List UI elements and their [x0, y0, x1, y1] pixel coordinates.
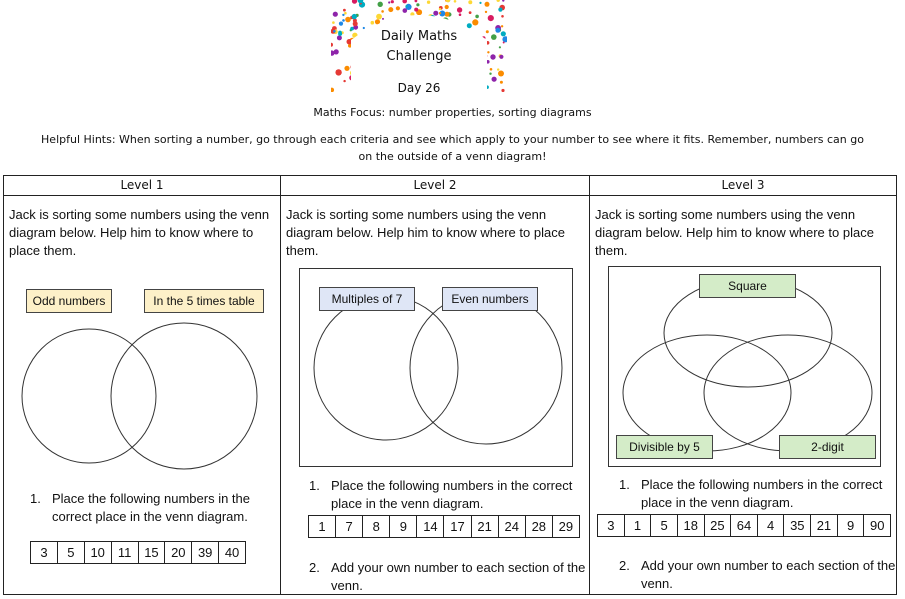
confetti-dot — [345, 17, 351, 23]
number-cell: 40 — [218, 542, 245, 563]
confetti-dot — [501, 25, 503, 27]
helpful-hints-line2: on the outside of a venn diagram! — [358, 150, 547, 163]
set-label-divisible-by-5: Divisible by 5 — [616, 435, 713, 459]
number-cell: 7 — [335, 516, 362, 537]
number-cell: 28 — [525, 516, 552, 537]
venn-circle-even — [410, 292, 562, 444]
confetti-dot — [439, 12, 441, 14]
number-cell: 5 — [650, 515, 677, 536]
confetti-dot — [459, 13, 462, 16]
confetti-dot — [388, 7, 393, 12]
number-cell: 20 — [164, 542, 191, 563]
level-1-number-list — [30, 541, 246, 564]
level-2-number-list — [308, 515, 580, 538]
levels-table — [3, 175, 897, 595]
confetti-dot — [497, 68, 499, 70]
confetti-dot — [414, 8, 418, 12]
number-cell: 17 — [443, 516, 470, 537]
task-text-line: correct place in the venn diagram. — [52, 509, 248, 524]
level-1-heading: Level 1 — [4, 176, 280, 196]
level-2-intro-line: them. — [286, 243, 319, 258]
confetti-dot — [332, 21, 335, 24]
confetti-dot — [446, 0, 450, 2]
numbers-arch-decoration — [331, 0, 507, 92]
level-1-task-1 — [30, 490, 280, 530]
level-2-heading: Level 2 — [281, 176, 589, 196]
number-cell: 1 — [624, 515, 651, 536]
level-2-intro-line: diagram below. Help him to know where to place — [286, 225, 565, 240]
day-label: Day 26 — [397, 81, 441, 95]
confetti-dot — [391, 0, 394, 3]
number-cell: 64 — [730, 515, 757, 536]
number-cell: 9 — [837, 515, 864, 536]
set-label-multiples-of-7: Multiples of 7 — [319, 287, 415, 311]
level-3-intro — [595, 206, 874, 260]
confetti-dot — [475, 15, 479, 19]
confetti-dot — [479, 2, 481, 4]
confetti-dot — [445, 12, 450, 17]
confetti-dot — [490, 68, 493, 71]
number-cell: 10 — [84, 542, 111, 563]
level-3-heading: Level 3 — [590, 176, 896, 196]
task-text-line: Place the following numbers in the correct — [331, 478, 573, 493]
confetti-dot — [333, 12, 338, 17]
confetti-dot — [342, 14, 344, 16]
task-text-line: place in the venn diagram. — [641, 495, 794, 510]
confetti-dot — [445, 5, 449, 9]
number-cell: 9 — [389, 516, 416, 537]
maths-focus: Maths Focus: number properties, sorting diagrams — [313, 106, 592, 119]
confetti-dot — [382, 18, 384, 20]
confetti-dot — [472, 19, 478, 25]
confetti-dot — [352, 14, 357, 19]
confetti-dot — [488, 15, 494, 21]
confetti-dot — [343, 9, 346, 12]
number-cell: 29 — [552, 516, 579, 537]
level-2-task-2 — [309, 559, 589, 599]
level-1-intro-line: diagram below. Help him to know where to — [9, 225, 254, 240]
number-cell: 39 — [191, 542, 218, 563]
number-cell: 21 — [810, 515, 837, 536]
confetti-dot — [403, 8, 408, 13]
number-cell: 1 — [318, 519, 326, 534]
confetti-dot — [454, 0, 457, 3]
page-title-line2: Challenge — [386, 49, 452, 64]
number-cell: 3 — [607, 518, 615, 533]
confetti-dot — [467, 23, 472, 28]
set-label-odd-numbers: Odd numbers — [26, 289, 112, 313]
venn-circle-multiples-of-7 — [314, 296, 458, 440]
level-1-intro-line: Jack is sorting some numbers using the venn — [9, 207, 270, 222]
helpful-hints — [6, 131, 899, 165]
venn-circle-divisible-by-5 — [623, 335, 791, 451]
confetti-dot — [497, 0, 500, 2]
number-cell: 5 — [57, 542, 84, 563]
task-text-line: Place the following numbers in the — [52, 491, 251, 506]
task-text — [641, 476, 882, 512]
task-text-line: Add your own number to each section of the — [641, 558, 896, 573]
confetti-dot — [433, 11, 438, 16]
task-text — [641, 557, 895, 593]
task-number: 1. — [30, 491, 41, 506]
confetti-dot — [335, 69, 341, 75]
level-3-task-2 — [619, 557, 897, 597]
confetti-dot — [498, 8, 502, 12]
confetti-dot — [339, 22, 343, 26]
level-3-column — [589, 176, 896, 594]
confetti-dot — [371, 21, 375, 25]
task-number: 2. — [619, 558, 630, 573]
level-3-intro-line: Jack is sorting some numbers using the venn — [595, 207, 856, 222]
number-cell: 25 — [704, 515, 731, 536]
number-cell: 15 — [138, 542, 165, 563]
level-2-intro — [286, 206, 565, 260]
level-2-task-1 — [309, 477, 589, 517]
number-cell: 90 — [863, 515, 890, 536]
level-3-intro-line: them. — [595, 243, 628, 258]
confetti-dot — [502, 0, 504, 2]
task-text-line: venn. — [331, 578, 363, 593]
task-text-line: Place the following numbers in the correct — [641, 477, 883, 492]
confetti-dot — [468, 0, 472, 4]
level-1-column — [4, 176, 280, 594]
confetti-dot — [485, 2, 490, 7]
task-text-line: venn. — [641, 576, 673, 591]
level-1-venn-diagram — [14, 306, 264, 486]
confetti-dot — [344, 12, 347, 15]
number-cell: 11 — [111, 542, 138, 563]
confetti-dot — [396, 6, 400, 10]
task-number: 1. — [309, 478, 320, 493]
level-1-intro-line: place them. — [9, 243, 77, 258]
confetti-dot — [353, 21, 358, 26]
set-label-even-numbers: Even numbers — [442, 287, 538, 311]
confetti-dot — [416, 3, 419, 6]
confetti-dot — [439, 8, 441, 10]
confetti-dot — [344, 66, 349, 71]
number-cell: 21 — [471, 516, 498, 537]
confetti-dot — [485, 11, 487, 13]
number-cell: 14 — [416, 516, 443, 537]
task-text-line: place in the venn diagram. — [331, 496, 484, 511]
page-title-line1: Daily Maths — [380, 29, 458, 44]
confetti-dot — [427, 1, 430, 4]
confetti-dot — [376, 14, 382, 20]
task-text — [52, 490, 250, 526]
confetti-dot — [457, 7, 462, 12]
set-label-square: Square — [699, 274, 796, 298]
confetti-dot — [489, 73, 491, 75]
confetti-dot — [402, 0, 407, 3]
number-cell: 3 — [40, 545, 48, 560]
number-cell: 35 — [783, 515, 810, 536]
confetti-dot — [406, 5, 408, 7]
number-cell: 24 — [498, 516, 525, 537]
confetti-dot — [501, 15, 504, 18]
confetti-dot — [342, 19, 345, 22]
confetti-dot — [378, 2, 383, 7]
number-cell: 18 — [677, 515, 704, 536]
set-label-five-times-table: In the 5 times table — [144, 289, 264, 313]
level-3-number-list — [597, 514, 891, 537]
task-text — [331, 559, 585, 595]
level-2-intro-line: Jack is sorting some numbers using the venn — [286, 207, 547, 222]
task-text — [331, 477, 572, 513]
confetti-dot — [498, 71, 504, 77]
confetti-dot — [381, 10, 384, 13]
confetti-dot — [469, 11, 472, 14]
task-number: 2. — [309, 560, 320, 575]
helpful-hints-line1: Helpful Hints: When sorting a number, go through each criteria and see which apply to your number to see where it fits. Remember, numbers can go — [41, 133, 864, 146]
confetti-dot — [415, 0, 418, 2]
venn-circle-odd — [22, 329, 156, 463]
confetti-dot — [352, 0, 357, 4]
task-number: 1. — [619, 477, 630, 492]
number-cell: 4 — [757, 515, 784, 536]
level-2-column — [280, 176, 589, 594]
level-3-task-1 — [619, 476, 897, 516]
set-label-2-digit: 2-digit — [779, 435, 876, 459]
level-3-intro-line: diagram below. Help him to know where to place — [595, 225, 874, 240]
level-1-intro — [9, 206, 269, 260]
venn-circle-2-digit — [704, 335, 872, 451]
task-text-line: Add your own number to each section of the — [331, 560, 586, 575]
confetti-dot — [388, 1, 390, 3]
number-cell: 8 — [362, 516, 389, 537]
